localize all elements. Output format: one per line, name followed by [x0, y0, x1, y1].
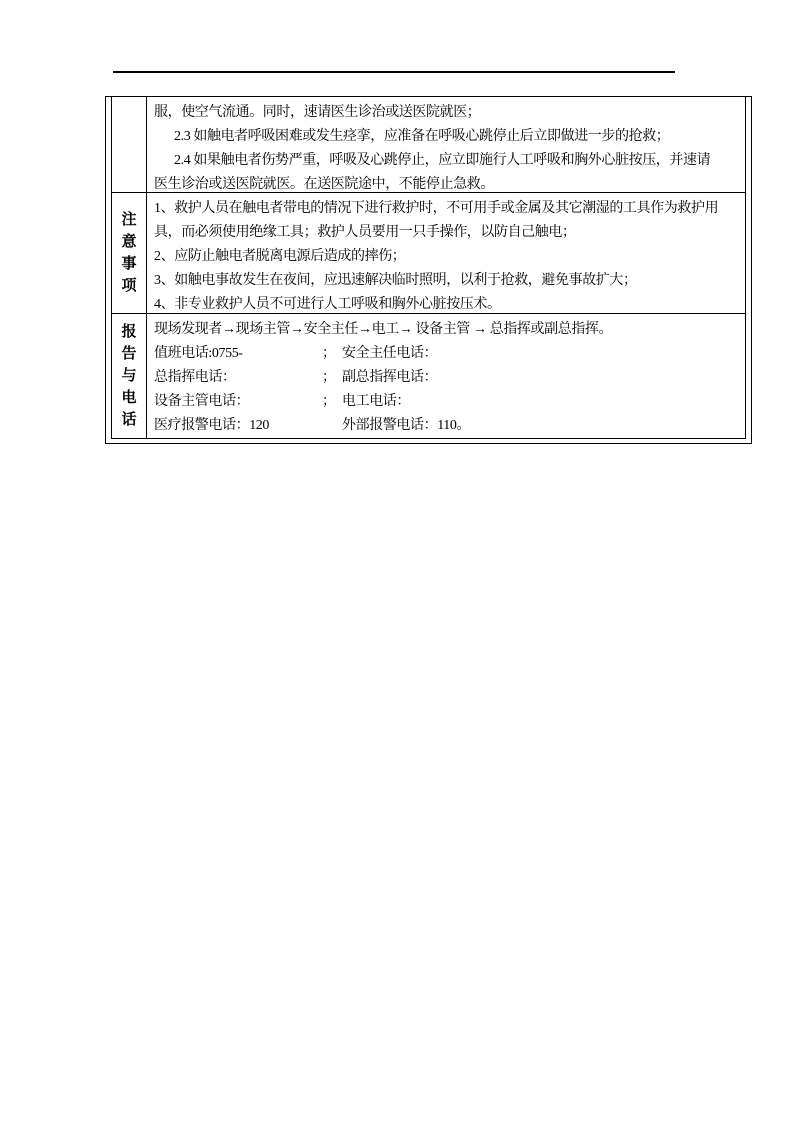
- table-row-report-and-phones: [112, 314, 745, 438]
- text-line: 4、非专业救护人员不可进行人工呼吸和胸外心脏按压术。: [154, 297, 501, 312]
- procedure-table: [105, 96, 752, 444]
- text-line: 1、救护人员在触电者带电的情况下进行救护时，不可用手或金属及其它潮湿的工具作为救护用: [154, 201, 719, 216]
- phone-separator: [322, 414, 342, 438]
- text-line: 具，而必须使用绝缘工具；救护人员要用一只手操作，以防自己触电；: [154, 225, 576, 240]
- phone-label-right: 副总指挥电话：: [342, 370, 438, 385]
- text-line: 3、如触电事故发生在夜间，应迅速解决临时照明，以利于抢救，避免事故扩大；: [154, 273, 637, 288]
- rescue-steps-content: [147, 97, 745, 192]
- text-line: 2.4 如果触电者伤势严重，呼吸及心跳停止，应立即施行人工呼吸和胸外心脏按压，并速请: [174, 153, 711, 168]
- table-row-rescue-steps-continued: [112, 97, 745, 193]
- phone-separator: ；: [322, 394, 336, 409]
- row-header-precautions-cell: [112, 193, 147, 313]
- phone-line: [154, 366, 740, 390]
- row-header-label: 注意事项: [121, 212, 137, 294]
- report-chain-line: 现场发现者→现场主管→安全主任→电工→ 设备主管 → 总指挥或副总指挥。: [154, 322, 613, 337]
- phone-label-left: 医疗报警电话：120: [154, 418, 269, 433]
- row-header-report-phones-cell: [112, 314, 147, 438]
- precautions-content: [147, 193, 745, 313]
- phone-line: [154, 414, 740, 438]
- text-line: 2.3 如触电者呼吸困难或发生痉挛，应准备在呼吸心跳停止后立即做进一步的抢救；: [174, 129, 670, 144]
- phone-label-left: 总指挥电话：: [154, 370, 236, 385]
- page-header-rule: [113, 71, 675, 73]
- report-phones-content: [147, 314, 745, 438]
- phone-line: [154, 390, 740, 414]
- row-header-empty-cell: [112, 97, 147, 192]
- procedure-table-grid: [111, 97, 746, 439]
- text-line: 2、应防止触电者脱离电源后造成的摔伤；: [154, 249, 406, 264]
- phone-label-right: 电工电话：: [342, 394, 410, 409]
- phone-label-right: 外部报警电话：110。: [342, 418, 471, 433]
- phone-separator: ；: [322, 346, 336, 361]
- phone-label-right: 安全主任电话：: [342, 346, 438, 361]
- phone-line: [154, 342, 740, 366]
- table-row-precautions: [112, 193, 745, 314]
- phone-separator: ；: [322, 370, 336, 385]
- text-line: 医生诊治或送医院就医。在送医院途中，不能停止急救。: [154, 177, 494, 192]
- row-header-label: 报告与电话: [121, 324, 137, 428]
- phone-label-left: 值班电话:0755-: [154, 346, 243, 361]
- phone-label-left: 设备主管电话：: [154, 394, 250, 409]
- text-line: 服，使空气流通。同时，速请医生诊治或送医院就医；: [154, 105, 481, 120]
